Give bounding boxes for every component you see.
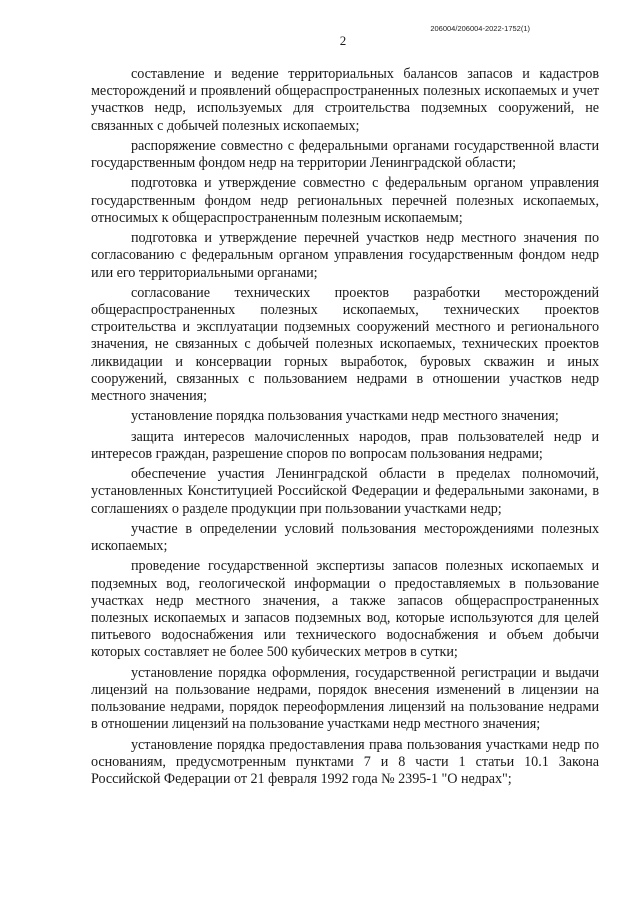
- document-reference-number: 206004/206004-2022-1752(1): [430, 24, 530, 33]
- paragraph-territorial-balances: составление и ведение территориальных балансов запасов и кадастров месторождений и проявлений общераспространенных полезных ископаемых и учет участков недр, используемых для строительства подземных сооружений, не связанных с добычей полезных ископаемых;: [91, 66, 599, 134]
- paragraph-rights-granting: установление порядка предоставления права пользования участками недр по основаниям, предусмотренным пунктами 7 и 8 части 1 статьи 10.1 Закона Российской Федерации от 21 февраля 1992 года № 2395-1 "О недрах";: [91, 736, 599, 787]
- document-body: [91, 66, 599, 791]
- paragraph-reserves-expertise: проведение государственной экспертизы запасов полезных ископаемых и подземных вод, геологической информации о предоставляемых в пользование участках недр местного значения, а также запасов общераспространенных полезных ископаемых и запасов подземных вод, которые используются для целей питьевого водоснабжения или технического водоснабжения и объем добычи которых составляет не более 500 кубических метров в сутки;: [91, 558, 599, 661]
- paragraph-usage-procedure: установление порядка пользования участками недр местного значения;: [131, 408, 559, 425]
- paragraph-state-fund-disposal: распоряжение совместно с федеральными органами государственной власти государственным фондом недр на территории Ленинградской области;: [91, 137, 599, 172]
- paragraph-usage-conditions: участие в определении условий пользования месторождениями полезных ископаемых;: [91, 520, 599, 555]
- paragraph-interests-protection: защита интересов малочисленных народов, прав пользователей недр и интересов граждан, разрешение споров по вопросам пользования недрами;: [91, 428, 599, 462]
- paragraph-technical-projects-approval: согласование технических проектов разработки месторождений общераспространенных полезных ископаемых, технических проектов строительства и эксплуатации подземных сооружений местного и регионального значения, не связанных с добычей полезных ископаемых, технических проектов ликвидации и консервации горных выработок, буровых скважин и иных сооружений, связанных с пользованием недрами в отношении участков недр местного значения;: [91, 284, 599, 405]
- paragraph-licensing-procedure: установление порядка оформления, государственной регистрации и выдачи лицензий на пользование недрами, порядок внесения изменений в лицензии на пользование недрами, порядок переоформления лицензий на пользование недрами в отношении лицензий на пользование участками недр местного значения;: [91, 664, 599, 733]
- paragraph-production-sharing: обеспечение участия Ленинградской области в пределах полномочий, установленных Конституцией Российской Федерации и федеральными законами, в соглашениях о разделе продукции при пользовании участками недр;: [91, 466, 599, 517]
- page-number: 2: [339, 33, 347, 48]
- paragraph-regional-lists: подготовка и утверждение совместно с федеральным органом управления государственным фондом недр региональных перечней полезных ископаемых, относимых к общераспространенным полезным ископаемым;: [91, 175, 599, 226]
- paragraph-local-subsoil-lists: подготовка и утверждение перечней участков недр местного значения по согласованию с федеральным органом управления государственным фондом недр или его территориальными органами;: [91, 230, 599, 281]
